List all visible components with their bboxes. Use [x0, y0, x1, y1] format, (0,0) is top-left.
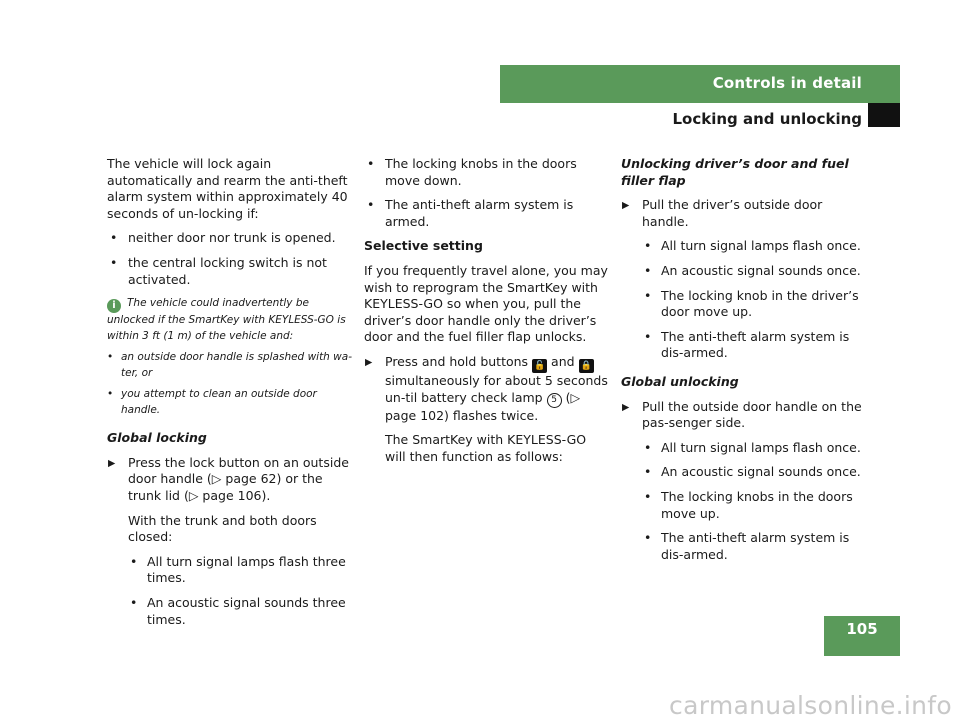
info-note — [107, 296, 357, 418]
note-text: The vehicle could inadvertently be unlocked if the SmartKey with KEYLESS-GO is within 3 ft (1 m) of the vehicle and: — [107, 297, 346, 342]
lamp-number-badge: 5 — [547, 393, 562, 408]
unlock-icon: 🔓 — [533, 360, 546, 371]
list-item: • An acoustic signal sounds once. — [621, 464, 871, 481]
section-title: Controls in detail — [712, 74, 862, 92]
page-number-box — [824, 616, 900, 656]
list-item: • the central locking switch is not activated. — [107, 255, 357, 288]
step-text: simultaneously for about 5 seconds un-til battery check lamp — [385, 372, 608, 405]
list-item: • neither door nor trunk is opened. — [107, 230, 357, 247]
step-item: ▶ Pull the outside door handle on the pas-senger side. — [621, 399, 871, 432]
list-item: • An acoustic signal sounds three times. — [107, 595, 357, 628]
header-bar — [500, 65, 900, 103]
step-item: ▶ Pull the driver’s outside door handle. — [621, 197, 871, 230]
step-text: Press the lock button on an outside door handle ( — [128, 454, 349, 487]
arrow-ref-icon: ▷ — [211, 471, 226, 487]
page-ref-62[interactable]: page 62) or the trunk lid ( — [128, 471, 323, 503]
list-item: • The anti-theft alarm system is dis-armed. — [621, 530, 871, 563]
subsection-title: Locking and unlocking — [672, 110, 862, 128]
step-item — [107, 455, 357, 505]
page-number: 105 — [846, 620, 878, 638]
list-item: • The locking knobs in the doors move down. — [364, 156, 610, 189]
heading-unlocking-driver: Unlocking driver’s door and fuel filler flap — [621, 156, 849, 188]
arrow-ref-icon: (▷ — [565, 389, 581, 405]
column-2 — [364, 156, 610, 473]
list-item: • The locking knobs in the doors move up. — [621, 489, 871, 522]
column-3 — [621, 156, 871, 571]
page-ref-102[interactable]: page 102) flashes twice. — [385, 407, 539, 423]
arrow-ref-icon: ▷ — [188, 487, 203, 503]
watermark: carmanualsonline.info — [669, 691, 952, 720]
list-item: • An acoustic signal sounds once. — [621, 263, 871, 280]
note-item: • you attempt to clean an outside door handle. — [107, 387, 357, 418]
heading-global-locking: Global locking — [107, 430, 207, 446]
note-item: • an outside door handle is splashed with wa-ter, or — [107, 350, 357, 381]
column-1 — [107, 156, 357, 636]
list-item: • The locking knob in the driver’s door move up. — [621, 288, 871, 321]
step-item — [364, 354, 610, 424]
lock-icon: 🔒 — [580, 360, 592, 371]
step-text: Press and hold buttons — [385, 353, 529, 369]
intro-paragraph: The vehicle will lock again automatically and rearm the anti-theft alarm system within approximately 40 seconds of un-locking if: — [107, 156, 348, 221]
header-marker — [868, 103, 900, 127]
list-item: • All turn signal lamps flash once. — [621, 238, 871, 255]
info-icon: i — [107, 299, 121, 313]
heading-global-unlocking: Global unlocking — [621, 373, 739, 389]
list-item: • All turn signal lamps flash once. — [621, 440, 871, 457]
page-ref-106[interactable]: page 106). — [202, 487, 271, 503]
list-item: • The anti-theft alarm system is armed. — [364, 197, 610, 230]
selective-paragraph: If you frequently travel alone, you may wish to reprogram the SmartKey with KEYLESS-GO so when you, pull the driver’s door handle only the driver’s door and the fuel filler flap unlocks. — [364, 262, 608, 345]
list-item: • The anti-theft alarm system is dis-armed. — [621, 329, 871, 362]
sub-paragraph: The SmartKey with KEYLESS-GO will then function as follows: — [385, 432, 587, 464]
step-text: and — [551, 353, 575, 369]
heading-selective-setting: Selective setting — [364, 238, 483, 254]
sub-paragraph: With the trunk and both doors closed: — [128, 512, 317, 545]
list-item: • All turn signal lamps flash three times. — [107, 554, 357, 587]
